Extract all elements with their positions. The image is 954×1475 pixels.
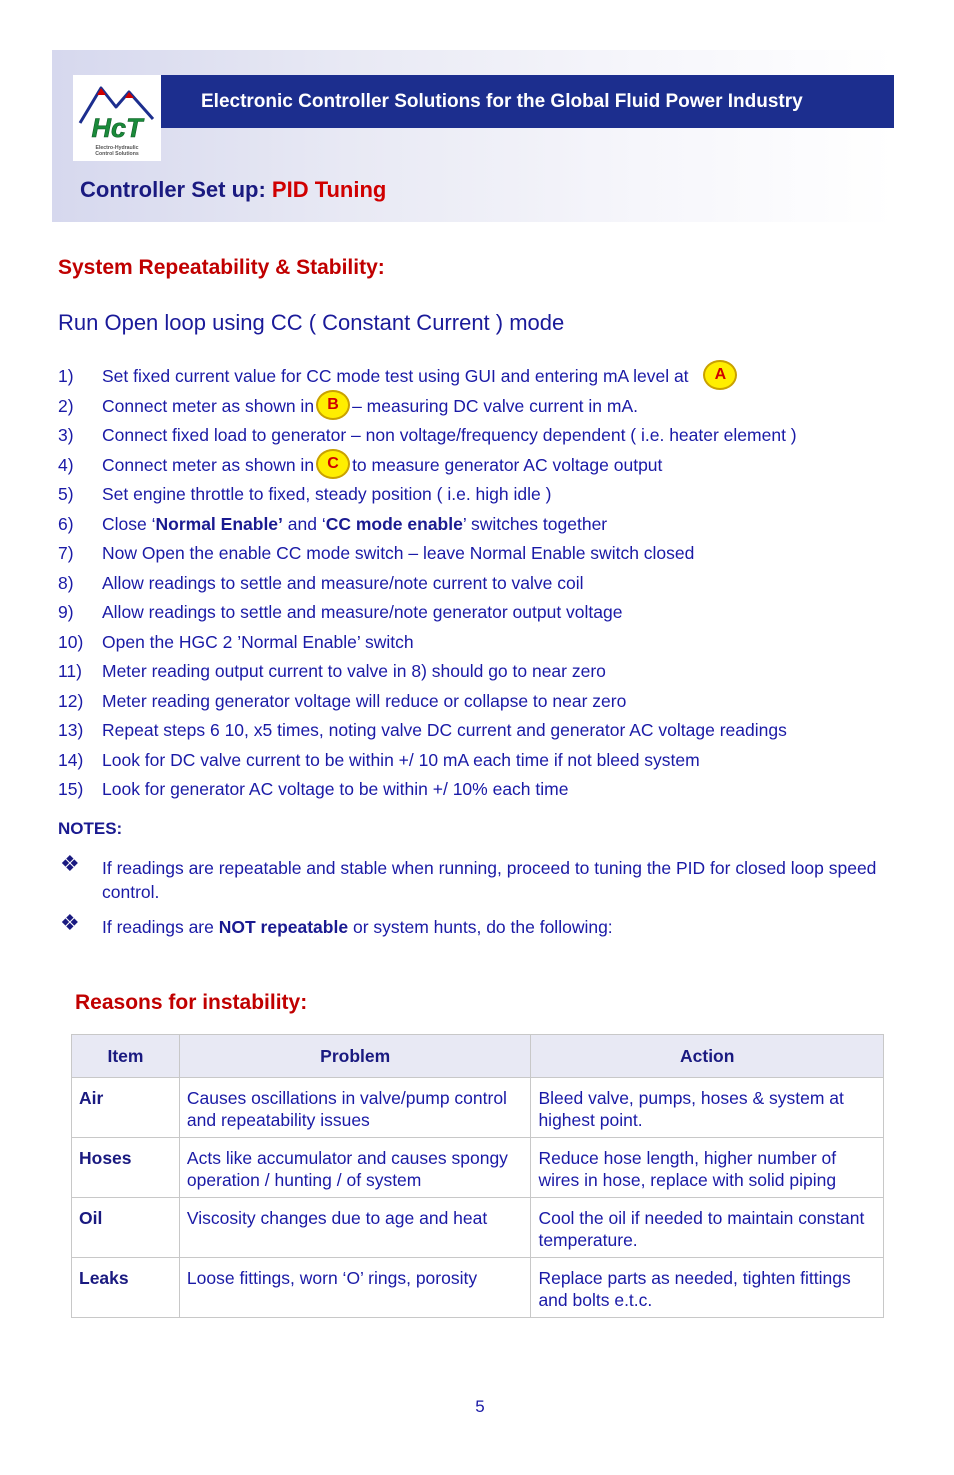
step-item: 13) Repeat steps 6 10, x5 times, noting valve DC current and generator AC voltage readings bbox=[58, 720, 787, 740]
table-row bbox=[72, 1078, 884, 1138]
step-item: 12) Meter reading generator voltage will reduce or collapse to near zero bbox=[58, 690, 627, 711]
reasons-table bbox=[71, 1034, 884, 1318]
step-item: 5) Set engine throttle to fixed, steady position ( i.e. high idle ) bbox=[58, 484, 552, 504]
logo-brand: HcT bbox=[91, 113, 143, 143]
step-item: 11) Meter reading output current to valve in 8) should go to near zero bbox=[58, 661, 606, 681]
note-item: ❖ If readings are NOT repeatable or system hunts, do the following: bbox=[60, 910, 613, 937]
step-item: 2) Connect meter as shown in B – measuring DC valve current in mA. bbox=[58, 394, 898, 424]
section-title: System Repeatability & Stability: bbox=[58, 256, 385, 279]
step-item: 14) Look for DC valve current to be within +/ 10 mA each time if not bleed system bbox=[58, 749, 700, 770]
cell-action: Bleed valve, pumps, hoses & system at highest point. bbox=[531, 1078, 884, 1138]
step-item: 15) Look for generator AC voltage to be within +/ 10% each time bbox=[58, 779, 569, 799]
step-item: 1) Set fixed current value for CC mode test using GUI and entering mA level at A bbox=[58, 364, 898, 394]
reasons-title: Reasons for instability: bbox=[75, 991, 308, 1014]
logo-tagline-2: Control Solutions bbox=[95, 151, 139, 157]
column-header-item: Item bbox=[72, 1035, 180, 1078]
cell-problem: Causes oscillations in valve/pump control and repeatability issues bbox=[179, 1078, 531, 1138]
four-diamond-bullet-icon: ❖ bbox=[60, 851, 80, 876]
cell-problem: Loose fittings, worn ‘O’ rings, porosity bbox=[179, 1258, 531, 1318]
table-row bbox=[72, 1138, 884, 1198]
header-banner bbox=[161, 75, 894, 128]
step-item: 3) Connect fixed load to generator – non voltage/frequency dependent ( i.e. heater element ) bbox=[58, 425, 797, 445]
cell-item: Oil bbox=[72, 1198, 180, 1258]
four-diamond-bullet-icon: ❖ bbox=[60, 910, 80, 935]
table-row bbox=[72, 1198, 884, 1258]
marker-a-icon: A bbox=[703, 360, 737, 390]
cell-action: Cool the oil if needed to maintain constant temperature. bbox=[531, 1198, 884, 1258]
step-item: 7) Now Open the enable CC mode switch – leave Normal Enable switch closed bbox=[58, 543, 695, 563]
hct-mountain-logo-icon bbox=[73, 75, 161, 161]
table-row bbox=[72, 1258, 884, 1318]
step-item: 4) Connect meter as shown in C to measure generator AC voltage output bbox=[58, 453, 898, 483]
notes-title: NOTES: bbox=[58, 819, 123, 838]
column-header-problem: Problem bbox=[179, 1035, 531, 1078]
step-item: 9) Allow readings to settle and measure/note generator output voltage bbox=[58, 602, 623, 622]
note-item: ❖ If readings are repeatable and stable when running, proceed to tuning the PID for closed loop speed control. bbox=[60, 851, 877, 902]
marker-b-icon: B bbox=[316, 390, 350, 420]
step-item: 6) Close ‘Normal Enable’ and ‘CC mode enable’ switches together bbox=[58, 513, 608, 534]
table-header-row bbox=[72, 1035, 884, 1078]
cell-problem: Acts like accumulator and causes spongy operation / hunting / of system bbox=[179, 1138, 531, 1198]
cell-item: Air bbox=[72, 1078, 180, 1138]
page-title bbox=[80, 177, 386, 203]
step-item: 8) Allow readings to settle and measure/note current to valve coil bbox=[58, 572, 584, 593]
cell-item: Leaks bbox=[72, 1258, 180, 1318]
page-title-prefix: Controller Set up: bbox=[80, 177, 266, 202]
page-title-highlight: PID Tuning bbox=[271, 177, 387, 202]
cell-action: Reduce hose length, higher number of wires in hose, replace with solid piping bbox=[531, 1138, 884, 1198]
column-header-action: Action bbox=[531, 1035, 884, 1078]
marker-c-icon: C bbox=[316, 449, 350, 479]
mode-line: Run Open loop using CC ( Constant Current ) mode bbox=[58, 310, 565, 335]
page-number: 5 bbox=[475, 1397, 485, 1416]
logo-tagline-1: Electro-Hydraulic bbox=[95, 145, 139, 151]
steps-list bbox=[58, 364, 898, 807]
cell-problem: Viscosity changes due to age and heat bbox=[179, 1198, 531, 1258]
cell-action: Replace parts as needed, tighten fittings and bolts e.t.c. bbox=[531, 1258, 884, 1318]
cell-item: Hoses bbox=[72, 1138, 180, 1198]
hct-logo bbox=[73, 75, 161, 161]
header-banner-text: Electronic Controller Solutions for the Global Fluid Power Industry bbox=[201, 90, 803, 112]
step-item: 10) Open the HGC 2 ’Normal Enable’ switch bbox=[58, 631, 414, 652]
